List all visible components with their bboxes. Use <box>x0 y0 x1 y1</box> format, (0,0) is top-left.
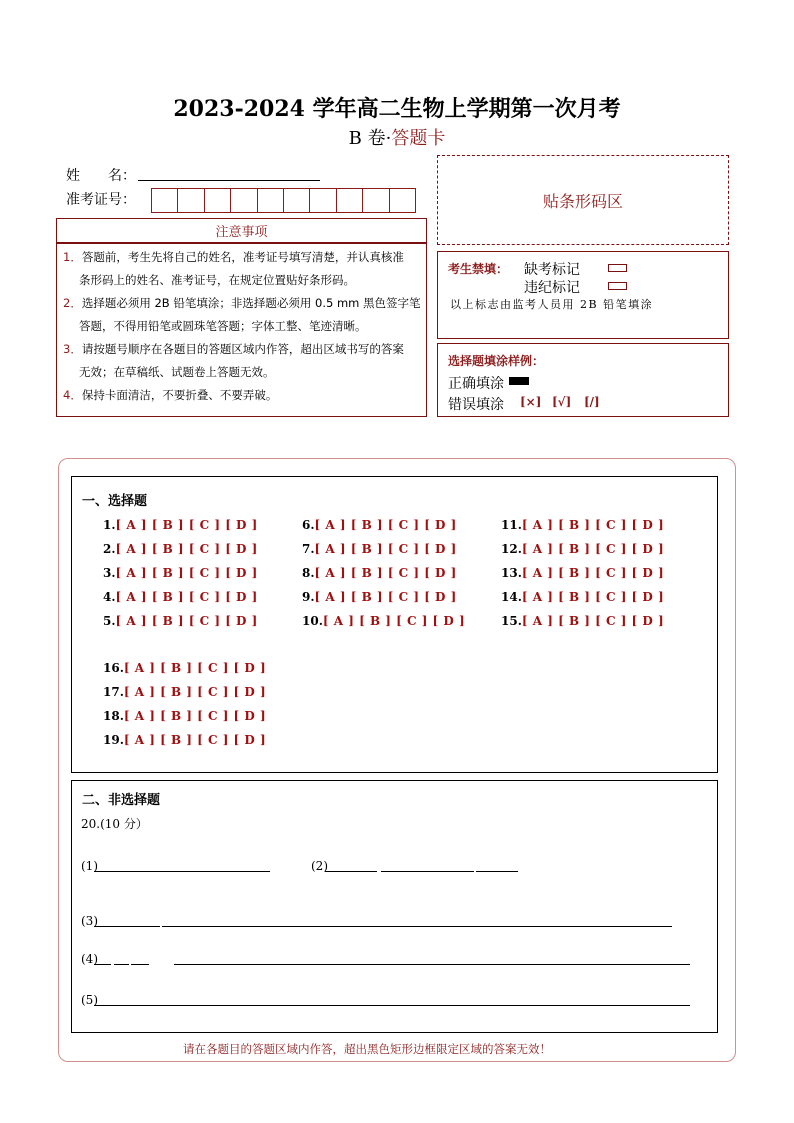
question-number: 15. <box>501 614 522 628</box>
choice-question-1[interactable] <box>103 518 258 532</box>
question-number: 8. <box>302 566 315 580</box>
answer-options[interactable]: [ A ] [ B ] [ C ] [ D ] <box>521 542 665 556</box>
question-number: 4. <box>103 590 116 604</box>
answer-options[interactable]: [ A ] [ B ] [ C ] [ D ] <box>115 590 258 604</box>
notice-text: 答题前，考生先将自己的姓名，准考证号填写清楚，并认真核准 <box>81 250 404 264</box>
violation-checkbox[interactable] <box>608 282 627 290</box>
notice-num: 4． <box>63 388 82 402</box>
choice-question-6[interactable] <box>302 518 457 532</box>
wrong-label: 错误填涂 <box>448 397 504 413</box>
choice-question-7[interactable] <box>302 542 457 556</box>
notice-item-cont: 条形码上的姓名、准考证号，在规定位置贴好条形码。 <box>79 273 355 287</box>
exam-title: 2023-2024 学年高二生物上学期第一次月考 <box>173 96 621 122</box>
question-number: 9. <box>302 590 315 604</box>
notice-item <box>63 292 426 315</box>
answer-options[interactable]: [ A ] [ B ] [ C ] [ D ] <box>314 518 457 532</box>
answer-options[interactable]: [ A ] [ B ] [ C ] [ D ] <box>521 614 665 628</box>
forbidden-box <box>437 251 729 339</box>
choice-question-4[interactable] <box>103 590 258 604</box>
answer-options[interactable]: [ A ] [ B ] [ C ] [ D ] <box>115 518 258 532</box>
answer-line-3b[interactable] <box>162 926 672 927</box>
question-number: 7. <box>302 542 315 556</box>
notice-item <box>63 338 426 361</box>
choice-question-19[interactable] <box>103 733 266 747</box>
filled-mark-icon <box>509 377 529 385</box>
question-number: 11. <box>501 518 522 532</box>
answer-line-1[interactable] <box>94 871 270 872</box>
answer-line-3a[interactable] <box>94 926 160 927</box>
barcode-label: 贴条形码区 <box>542 191 623 211</box>
question-number: 16. <box>103 661 124 675</box>
question-number: 6. <box>302 518 315 532</box>
section1-title: 一、选择题 <box>82 494 148 509</box>
question-20-label: 20.(10 分） <box>81 817 148 831</box>
choice-question-10[interactable] <box>302 614 465 628</box>
choice-question-12[interactable] <box>501 542 664 556</box>
choice-question-16[interactable] <box>103 661 266 675</box>
answer-options[interactable]: [ A ] [ B ] [ C ] [ D ] <box>314 566 457 580</box>
choice-question-17[interactable] <box>103 685 266 699</box>
answer-options[interactable]: [ A ] [ B ] [ C ] [ D ] <box>521 566 665 580</box>
question-number: 3. <box>103 566 116 580</box>
answer-options[interactable]: [ A ] [ B ] [ C ] [ D ] <box>123 661 267 675</box>
part-3-label: (3) <box>81 914 98 928</box>
question-number: 1. <box>103 518 116 532</box>
id-number-boxes[interactable] <box>151 188 416 213</box>
forbidden-note: 以上标志由监考人员用 2B 铅笔填涂 <box>450 298 654 311</box>
answer-options[interactable]: [ A ] [ B ] [ C ] [ D ] <box>314 590 457 604</box>
answer-line-4a[interactable] <box>94 964 111 965</box>
notice-item-cont: 答题，不得用铅笔或圆珠笔答题；字体工整、笔迹清晰。 <box>79 319 367 333</box>
question-number: 12. <box>501 542 522 556</box>
answer-line-5[interactable] <box>94 1005 690 1006</box>
notice-item-cont: 无效；在草稿纸、试题卷上答题无效。 <box>79 365 275 379</box>
choice-question-3[interactable] <box>103 566 258 580</box>
answer-options[interactable]: [ A ] [ B ] [ C ] [ D ] <box>115 542 258 556</box>
answer-options[interactable]: [ A ] [ B ] [ C ] [ D ] <box>123 685 267 699</box>
answer-options[interactable]: [ A ] [ B ] [ C ] [ D ] <box>521 518 665 532</box>
notice-title: 注意事项 <box>215 225 268 240</box>
question-number: 19. <box>103 733 124 747</box>
answer-options[interactable]: [ A ] [ B ] [ C ] [ D ] <box>115 566 258 580</box>
id-label: 准考证号： <box>66 192 136 208</box>
question-number: 17. <box>103 685 124 699</box>
choice-question-2[interactable] <box>103 542 258 556</box>
part-2-label: (2) <box>311 859 328 873</box>
notice-text: 请按题号顺序在各题目的答题区域内作答，超出区域书写的答案 <box>81 342 404 356</box>
answer-options[interactable]: [ A ] [ B ] [ C ] [ D ] <box>322 614 466 628</box>
answer-line-4c[interactable] <box>131 964 149 965</box>
answer-line-2c[interactable] <box>476 871 518 872</box>
choice-question-18[interactable] <box>103 709 266 723</box>
absent-checkbox[interactable] <box>608 264 627 272</box>
section2-title: 二、非选择题 <box>82 793 161 808</box>
exam-subtitle <box>0 124 794 150</box>
correct-label: 正确填涂 <box>448 376 504 392</box>
answer-options[interactable]: [ A ] [ B ] [ C ] [ D ] <box>115 614 258 628</box>
question-number: 18. <box>103 709 124 723</box>
name-label: 姓 名： <box>66 168 136 184</box>
notice-item <box>63 246 426 269</box>
answer-line-4d[interactable] <box>174 964 690 965</box>
part-4-label: (4) <box>81 952 98 966</box>
absent-label: 缺考标记 <box>524 262 580 278</box>
notice-box <box>56 243 427 417</box>
question-number: 10. <box>302 614 323 628</box>
answer-options[interactable]: [ A ] [ B ] [ C ] [ D ] <box>123 709 267 723</box>
footer-warning: 请在各题目的答题区域内作答，超出黑色矩形边框限定区域的答案无效！ <box>183 1042 551 1056</box>
choice-question-13[interactable] <box>501 566 664 580</box>
name-field[interactable] <box>138 180 320 181</box>
answer-line-2b[interactable] <box>381 871 474 872</box>
answer-options[interactable]: [ A ] [ B ] [ C ] [ D ] <box>314 542 457 556</box>
notice-num: 3． <box>63 342 82 356</box>
question-number: 5. <box>103 614 116 628</box>
subtitle-prefix: B 卷· <box>348 128 392 149</box>
wrong-mark-slash: [/] <box>584 395 600 409</box>
forbidden-label: 考生禁填： <box>448 262 509 276</box>
subtitle-suffix: 答题卡 <box>391 128 446 149</box>
choice-section <box>71 476 718 773</box>
sample-box <box>437 343 729 417</box>
sample-title: 选择题填涂样例： <box>448 354 545 368</box>
nonchoice-section <box>71 780 718 1033</box>
question-number: 2. <box>103 542 116 556</box>
answer-options[interactable]: [ A ] [ B ] [ C ] [ D ] <box>123 733 267 747</box>
notice-item <box>63 384 426 407</box>
wrong-mark-x: [×] <box>520 395 542 409</box>
notice-text: 保持卡面清洁，不要折叠、不要弄破。 <box>81 388 278 402</box>
question-number: 14. <box>501 590 522 604</box>
wrong-mark-check: [√] <box>552 395 572 409</box>
barcode-area <box>437 155 729 245</box>
choice-question-5[interactable] <box>103 614 258 628</box>
choice-question-8[interactable] <box>302 566 457 580</box>
notice-text: 选择题必须用 2B 铅笔填涂；非选择题必须用 0.5 mm 黑色签字笔 <box>81 296 421 310</box>
choice-question-14[interactable] <box>501 590 664 604</box>
part-5-label: (5) <box>81 993 98 1007</box>
choice-question-15[interactable] <box>501 614 664 628</box>
notice-num: 1． <box>63 250 82 264</box>
choice-question-9[interactable] <box>302 590 457 604</box>
notice-header <box>56 218 427 243</box>
part-1-label: (1) <box>81 859 98 873</box>
answer-line-4b[interactable] <box>114 964 129 965</box>
answer-options[interactable]: [ A ] [ B ] [ C ] [ D ] <box>521 590 665 604</box>
question-number: 13. <box>501 566 522 580</box>
violation-label: 违纪标记 <box>524 280 580 296</box>
answer-line-2a[interactable] <box>325 871 377 872</box>
notice-num: 2． <box>63 296 82 310</box>
choice-question-11[interactable] <box>501 518 664 532</box>
